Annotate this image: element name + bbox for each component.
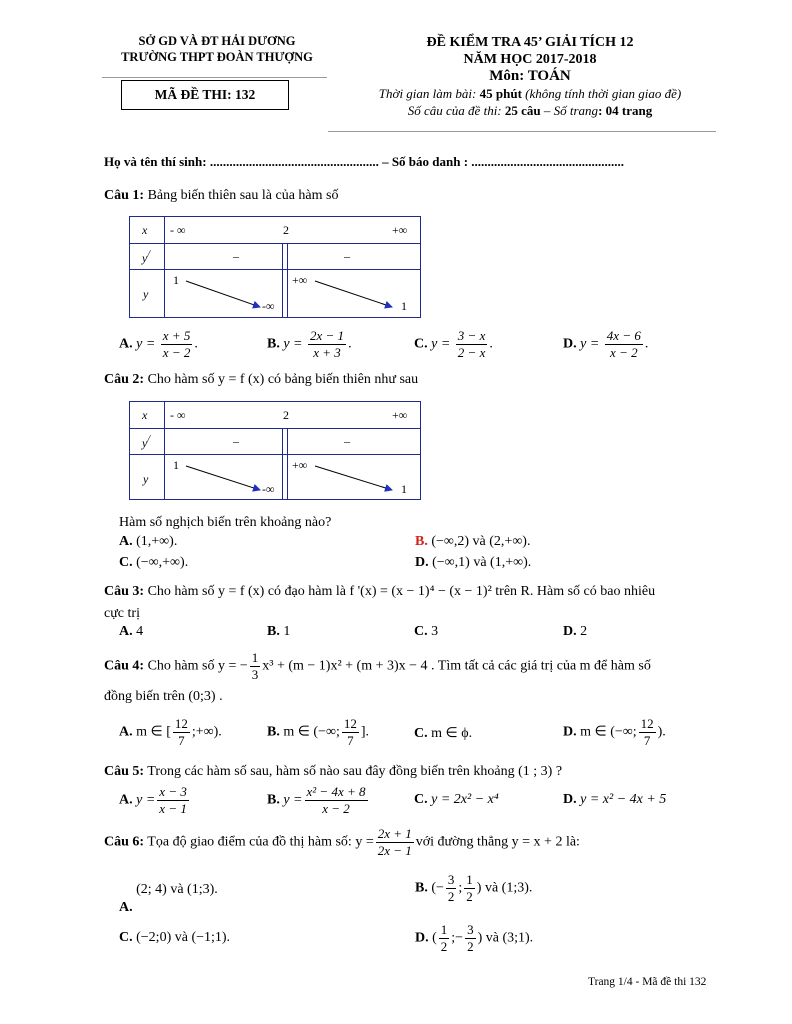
header-right-rule xyxy=(328,131,716,132)
q4-option-d[interactable]: D. m ∈ (−∞; $\frac{12}{7}$ ). xyxy=(563,716,666,748)
q3-option-a[interactable]: A. 4 xyxy=(119,624,144,639)
exam-code-box: MÃ ĐỀ THI: 132 xyxy=(121,80,289,110)
q3-option-c[interactable]: C. 3 xyxy=(414,624,439,639)
q6-option-a[interactable]: A. (2; 4) và (1;3). xyxy=(119,882,218,915)
q5-option-b[interactable]: B. y = $\frac{\text{x² − 4x + 8}}{x - 2}$ xyxy=(267,784,366,816)
q2-option-a[interactable]: A. (1,+∞). xyxy=(119,534,178,549)
table2-arrows xyxy=(130,402,420,499)
q3-option-b[interactable]: B. 1 xyxy=(267,624,291,639)
table2-y-label: y xyxy=(143,472,149,486)
variation-table-2 xyxy=(129,401,421,500)
q5-option-c[interactable]: C. y = 2x² − x⁴ xyxy=(414,792,499,807)
q6-option-d[interactable]: D. ( $\frac{1}{2}$ ;− $\frac{3}{2}$ ) và (3;1). xyxy=(415,922,534,954)
table1-yprime-sign-right: – xyxy=(344,249,350,263)
question-3-continued: cực trị xyxy=(104,606,140,621)
variation-table-1 xyxy=(129,216,421,318)
page-footer: Trang 1/4 - Mã đề thi 132 xyxy=(588,976,707,988)
question-4-continued: đồng biến trên (0;3) . xyxy=(104,689,223,704)
arrow-decrease-left xyxy=(186,281,260,307)
exam-count: Số câu của đề thi: 25 câu – Số trang: 04 trang xyxy=(407,103,653,118)
header-left-rule xyxy=(102,77,327,78)
q5-option-a[interactable]: A. y = $\frac{x - 3}{x - 1}$ xyxy=(119,784,187,816)
table2-x-pos-inf: +∞ xyxy=(392,408,408,422)
question-5: Câu 5: Trong các hàm số sau, hàm số nào sau đây đồng biến trên khoảng (1 ; 3) ? xyxy=(104,764,563,779)
table2-y-pos-inf: +∞ xyxy=(292,458,308,472)
q2-option-c[interactable]: C. (−∞,+∞). xyxy=(119,555,189,570)
arrow-decrease-left xyxy=(186,466,260,490)
table2-y-one-top: 1 xyxy=(173,458,179,472)
header-left xyxy=(102,33,332,65)
arrow-decrease-right xyxy=(315,466,392,490)
question-6: Câu 6: Tọa độ giao điểm của đồ thị hàm số: y = $\frac{2x + 1}{2x - 1}$ với đường thẳng y = x + 2 là: xyxy=(104,826,580,858)
table1-arrows xyxy=(130,217,420,317)
table2-y-neg-inf: -∞ xyxy=(262,482,275,496)
question-1 xyxy=(104,188,338,204)
q4-option-c[interactable]: C. m ∈ ϕ. xyxy=(414,726,473,741)
exam-subject: Môn: TOÁN xyxy=(489,68,571,84)
q2-option-d[interactable]: D. (−∞,1) và (1,+∞). xyxy=(415,555,532,570)
table2-x-label: x xyxy=(142,408,148,422)
q5-option-d[interactable]: D. y = x² − 4x + 5 xyxy=(563,792,667,807)
table1-yprime-label: y/ xyxy=(142,249,151,265)
question-2-prompt: Hàm số nghịch biến trên khoảng nào? xyxy=(119,515,332,530)
question-3: Câu 3: Cho hàm số y = f (x) có đạo hàm là f '(x) = (x − 1)⁴ − (x − 1)² trên R. Hàm số có bao nhiêu xyxy=(104,584,656,599)
table2-yprime-sign-left: – xyxy=(233,434,239,448)
question-1-text: Bảng biến thiên sau là của hàm số xyxy=(144,188,339,203)
q4-option-b[interactable]: B. m ∈ (−∞; $\frac{12}{7}$ ]. xyxy=(267,716,370,748)
q1-option-c[interactable]: C. y = $\frac{3 - x}{2 - x}$ . xyxy=(414,328,493,360)
question-1-label: Câu 1: xyxy=(104,188,145,203)
q6-option-c[interactable]: C. (−2;0) và (−1;1). xyxy=(119,930,231,945)
table1-x-neg-inf: - ∞ xyxy=(170,223,186,237)
q4-option-a[interactable]: A. m ∈ [ $\frac{12}{7}$ ;+∞). xyxy=(119,716,222,748)
table1-y-neg-inf: -∞ xyxy=(262,299,275,313)
table2-y-one-bottom: 1 xyxy=(401,482,407,496)
school-name: TRƯỜNG THPT ĐOÀN THƯỢNG xyxy=(121,50,313,64)
table2-yprime-label: y/ xyxy=(142,434,151,450)
table1-yprime-sign-left: – xyxy=(233,249,239,263)
table1-y-one-bottom: 1 xyxy=(401,299,407,313)
q1-option-d[interactable]: D. y = $\frac{4x - 6}{x - 2}$ . xyxy=(563,328,649,360)
q1-option-a[interactable]: A. y = $\frac{x + 5}{x - 2}$ . xyxy=(119,328,198,360)
question-4: Câu 4: Cho hàm số y = − $\frac{1}{3}$ x³ + (m − 1)x² + (m + 3)x − 4 . Tìm tất cả các giá trị của m để hàm số xyxy=(104,650,651,682)
q1-option-b[interactable]: B. y = $\frac{2x - 1}{x + 3}$ . xyxy=(267,328,352,360)
table1-x-pos-inf: +∞ xyxy=(392,223,408,237)
table1-x-label: x xyxy=(142,223,148,237)
table1-y-one-top: 1 xyxy=(173,273,179,287)
header-right xyxy=(330,34,730,119)
question-2: Câu 2: Cho hàm số y = f (x) có bảng biến thiên như sau xyxy=(104,372,419,387)
student-info-line: Họ và tên thí sinh: .................................................... – Số báo danh : ............................................... xyxy=(104,154,625,169)
exam-title: ĐỀ KIỂM TRA 45’ GIẢI TÍCH 12 xyxy=(426,35,634,50)
q3-option-d[interactable]: D. 2 xyxy=(563,624,588,639)
table1-x-two: 2 xyxy=(283,223,289,237)
table1-y-label: y xyxy=(143,287,149,301)
exam-year: NĂM HỌC 2017-2018 xyxy=(463,52,597,67)
table1-y-pos-inf: +∞ xyxy=(292,273,308,287)
table2-x-two: 2 xyxy=(283,408,289,422)
exam-time: Thời gian làm bài: 45 phút (không tính thời gian giao đề) xyxy=(378,86,682,101)
q2-option-b[interactable]: B. (−∞,2) và (2,+∞). xyxy=(415,534,531,549)
table2-yprime-sign-right: – xyxy=(344,434,350,448)
q6-option-b[interactable]: B. (− $\frac{3}{2}$ ; $\frac{1}{2}$ ) và (1;3). xyxy=(415,872,533,904)
table2-x-neg-inf: - ∞ xyxy=(170,408,186,422)
arrow-decrease-right xyxy=(315,281,392,307)
department-name: SỞ GD VÀ ĐT HẢI DƯƠNG xyxy=(138,34,296,48)
